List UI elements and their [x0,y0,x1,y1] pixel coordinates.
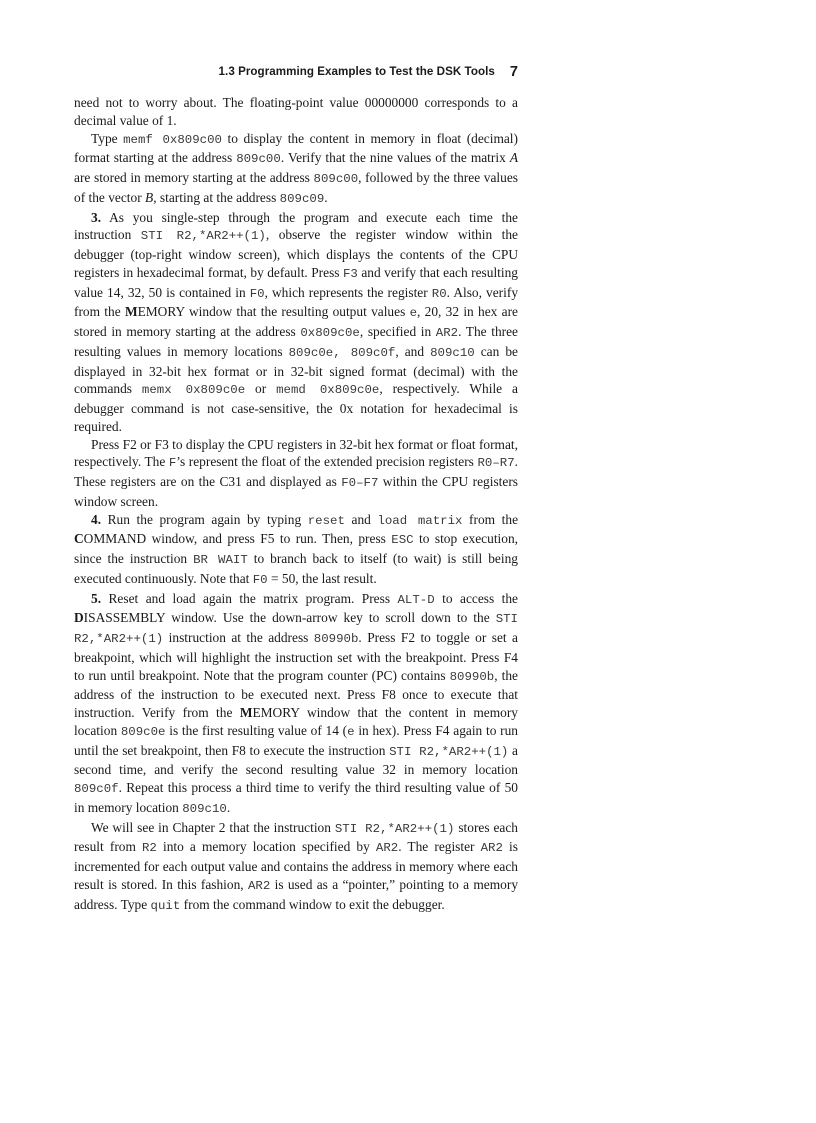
paragraph: 3. As you single-step through the program and execute each time the instruction STI R2,*AR2++(1), observe the register window within the debugger (top-right window screen), which displays the contents of the CPU registers in hexadecimal format, by default. Press F3 and verify that each resulting value 14, 32, 50 is contained in F0, which represents the register R0. Also, verify from the MEMORY window that the resulting output values e, 20, 32 in hex are stored in memory starting at the address 0x809c0e, specified in AR2. The three resulting values in memory locations 809c0e, 809c0f, and 809c10 can be displayed in 32-bit hex format or in 32-bit signed format (decimal) with the commands memx 0x809c0e or memd 0x809c0e, respectively. While a debugger command is not case-sensitive, the 0x notation for hexadecimal is required. [74,209,519,434]
paragraph: 5. Reset and load again the matrix program. Press ALT-D to access the DISASSEMBLY window. Use the down-arrow key to scroll down to the STI R2,*AR2++(1) instruction at the address 80990b. Press F2 to toggle or set a breakpoint, which will highlight the instruction set with the breakpoint. Press F4 to run until breakpoint. Note that the program counter (PC) contains 80990b, the address of the instruction to be executed next. Press F8 once to execute that instruction. Verify from the MEMORY window that the content in memory location 809c0e is the first resulting value of 14 (e in hex). Press F4 again to run until the set breakpoint, then F8 to execute the instruction STI R2,*AR2++(1) a second time, and verify the second resulting value 32 in memory location 809c0f. Repeat this process a third time to verify the third resulting value of 50 in memory location 809c10. [74,590,519,816]
body-text [74,94,518,915]
section-title: 1.3 Programming Examples to Test the DSK Tools [218,65,495,78]
paragraph: need not to worry about. The floating-point value 00000000 corresponds to a decimal value of 1. [74,95,518,128]
paragraph: Press F2 or F3 to display the CPU registers in 32-bit hex format or float format, respectively. The F’s represent the float of the extended precision registers R0–R7. These registers are on the C31 and displayed as F0–F7 within the CPU registers window screen. [74,436,518,509]
page-number: 7 [509,64,518,80]
running-head [74,63,518,79]
paragraph: 4. Run the program again by typing reset and load matrix from the COMMAND window, and press F5 to run. Then, press ESC to stop execution, since the instruction BR WAIT to branch back to itself (to wait) is still being executed continuously. Note that F0 = 50, the last result. [74,511,519,587]
paragraph: Type memf 0x809c00 to display the content in memory in float (decimal) format starting at the address 809c00. Verify that the nine values of the matrix A are stored in memory starting at the address 809c00, followed by the three values of the vector B, starting at the address 809c09. [74,130,518,206]
paragraph: We will see in Chapter 2 that the instruction STI R2,*AR2++(1) stores each result from R2 into a memory location specified by AR2. The register AR2 is incremented for each output value and contains the address in memory where each result is stored. In this fashion, AR2 is used as a “pointer,” pointing to a memory address. Type quit from the command window to exit the debugger. [74,819,519,913]
